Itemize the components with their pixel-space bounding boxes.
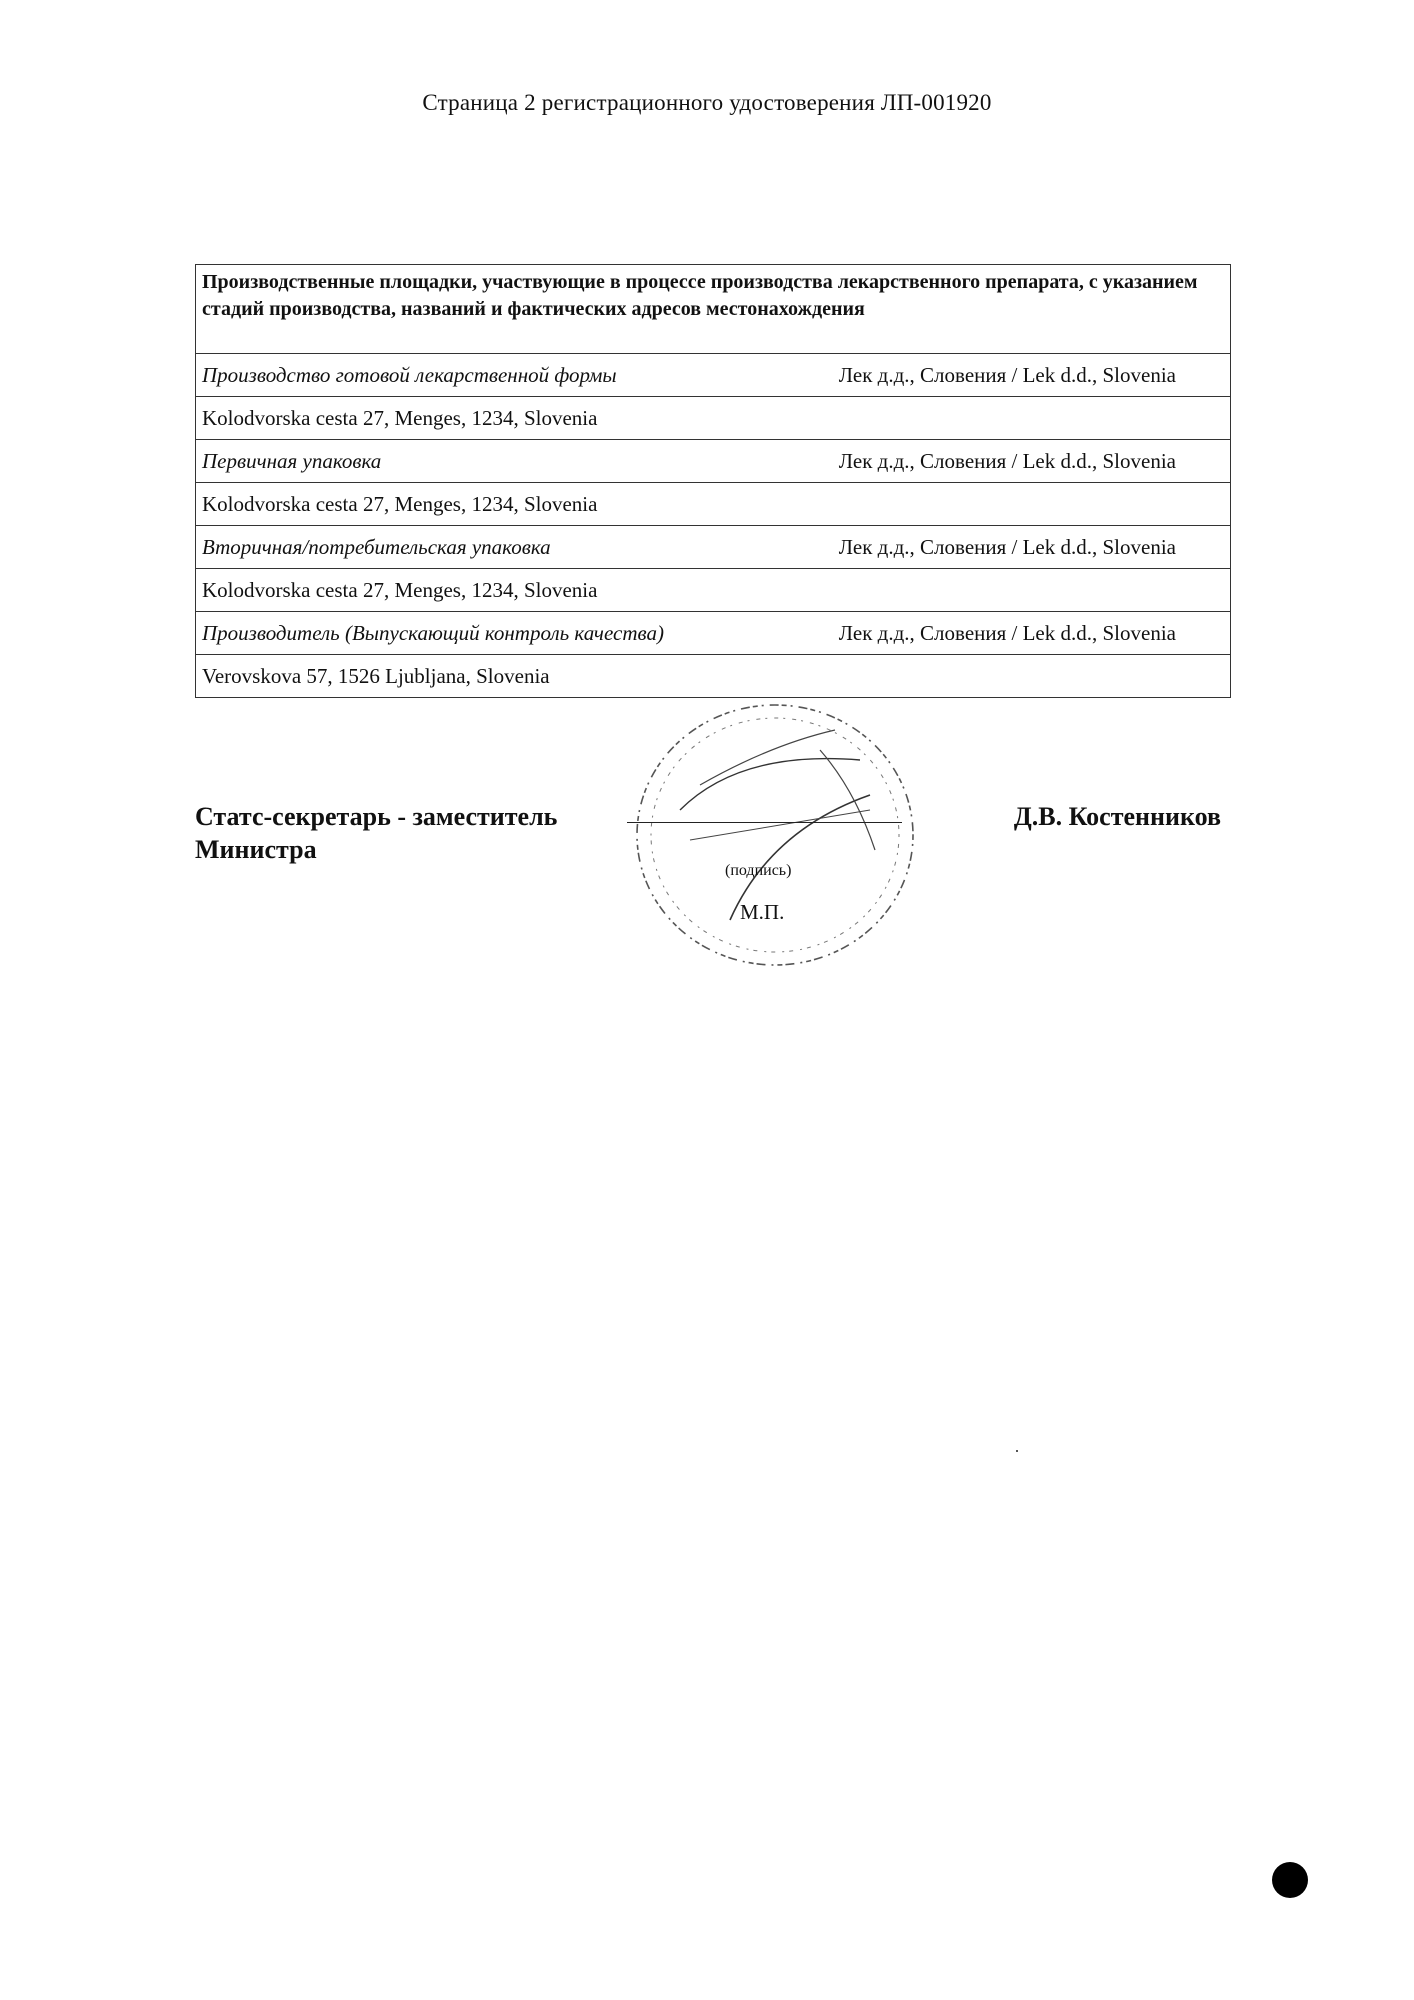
- table-row: [196, 612, 1231, 655]
- table-row: [196, 397, 1231, 440]
- table-row: [196, 526, 1231, 569]
- site-address: Kolodvorska cesta 27, Menges, 1234, Slovenia: [196, 483, 1231, 526]
- table-row: [196, 483, 1231, 526]
- manufacturer-name: Лек д.д., Словения / Lek d.d., Slovenia: [838, 448, 1176, 473]
- table-heading: Производственные площадки, участвующие в процессе производства лекарственного препарата, с указанием стадий производства, названий и фактических адресов местонахождения: [196, 265, 1231, 354]
- signatory-name: Д.В. Костенников: [1013, 802, 1221, 831]
- stage-name: Производитель (Выпускающий контроль качества): [202, 620, 664, 645]
- site-address: Kolodvorska cesta 27, Menges, 1234, Slovenia: [196, 397, 1231, 440]
- table-row: [196, 354, 1231, 397]
- table-heading-row: [196, 265, 1231, 354]
- page-header: Страница 2 регистрационного удостоверения ЛП-001920: [422, 90, 992, 115]
- stage-name: Первичная упаковка: [202, 448, 382, 473]
- table-row: [196, 440, 1231, 483]
- corner-dot-icon: [1272, 1862, 1308, 1898]
- signature-block: [195, 800, 1231, 980]
- signatory-title: Статс-секретарь - заместитель Министра: [195, 802, 558, 864]
- stage-name: Вторичная/потребительская упаковка: [202, 534, 551, 559]
- site-address: Kolodvorska cesta 27, Menges, 1234, Slovenia: [196, 569, 1231, 612]
- signature-caption: (подпись): [725, 862, 792, 879]
- manufacturer-name: Лек д.д., Словения / Lek d.d., Slovenia: [838, 362, 1176, 387]
- site-address: Verovskova 57, 1526 Ljubljana, Slovenia: [196, 655, 1231, 698]
- stage-name: Производство готовой лекарственной формы: [202, 362, 617, 387]
- signature-line: [627, 822, 902, 823]
- production-sites-table: [195, 264, 1231, 698]
- manufacturer-name: Лек д.д., Словения / Lek d.d., Slovenia: [838, 620, 1176, 645]
- table-row: [196, 569, 1231, 612]
- manufacturer-name: Лек д.д., Словения / Lek d.d., Slovenia: [838, 534, 1176, 559]
- scan-speck: [1016, 1450, 1018, 1452]
- stamp-caption: М.П.: [740, 900, 785, 924]
